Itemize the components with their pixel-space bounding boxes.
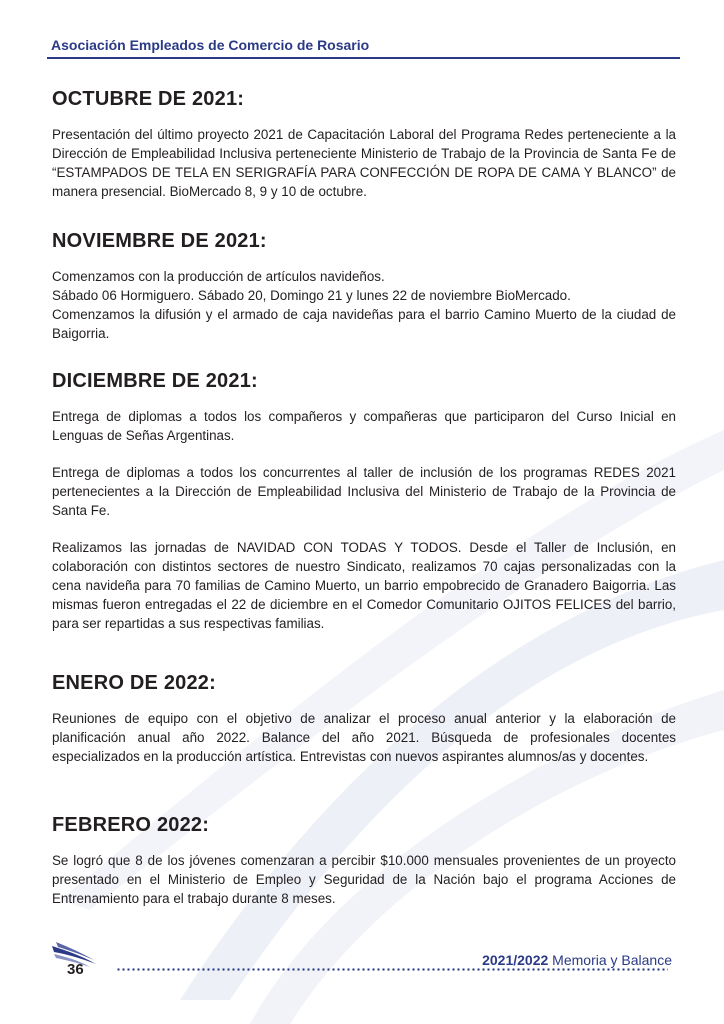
section-title: NOVIEMBRE DE 2021: bbox=[52, 230, 267, 252]
paragraph: Comenzamos la difusión y el armado de caja navideñas para el barrio Camino Muerto de la ciudad de Baigorria. bbox=[52, 307, 676, 341]
section-title: DICIEMBRE DE 2021: bbox=[52, 370, 258, 392]
section-noviembre-2021 bbox=[52, 230, 676, 343]
header-org-name: Asociación Empleados de Comercio de Rosario bbox=[51, 37, 370, 53]
header-divider bbox=[47, 57, 680, 59]
page-number: 36 bbox=[67, 961, 84, 978]
footer-title bbox=[482, 952, 672, 968]
section-octubre-2021 bbox=[52, 88, 676, 201]
paragraph: Entrega de diplomas a todos los compañeros y compañeras que participaron del Curso Inicial en Lenguas de Señas Argentinas. bbox=[52, 409, 676, 443]
paragraph: Se logró que 8 de los jóvenes comenzaran a percibir $10.000 mensuales provenientes de un proyecto presentado en el Ministerio de Empleo y Seguridad de la Nación bajo el programa Acciones de Entrenamiento para el trabajo durante 8 meses. bbox=[52, 853, 676, 906]
paragraph: Comenzamos con la producción de artículos navideños. bbox=[52, 269, 385, 284]
section-diciembre-2021 bbox=[52, 370, 676, 633]
paragraph: Reuniones de equipo con el objetivo de analizar el proceso anual anterior y la elaboración de planificación anual año 2022. Balance del año 2021. Búsqueda de profesionales docentes especializados en la producción artística. Entrevistas con nuevos aspirantes alumnos/as y docentes. bbox=[52, 711, 676, 764]
section-title: FEBRERO 2022: bbox=[52, 814, 210, 836]
paragraph: Realizamos las jornadas de NAVIDAD CON TODAS Y TODOS. Desde el Taller de Inclusión, en colaboración con distintos sectores de nuestro Sindicato, realizamos 70 cajas personalizadas con la cena navideña para 70 familias de Camino Muerto, un barrio empobrecido de Granadero Baigorria. Las mismas fueron entregadas el 22 de diciembre en el Comedor Comunitario OJITOS FELICES del barrio, para ser repartidas a sus respectivas familias. bbox=[52, 540, 676, 631]
paragraph: Presentación del último proyecto 2021 de Capacitación Laboral del Programa Redes perteneciente a la Dirección de Empleabilidad Inclusiva perteneciente Ministerio de Trabajo de la Provincia de Santa Fe de “ESTAMPADOS DE TELA EN SERIGRAFÍA PARA CONFECCIÓN DE ROPA DE CAMA Y BLANCO” de manera presencial. BioMercado 8, 9 y 10 de octubre. bbox=[52, 127, 676, 199]
section-enero-2022 bbox=[52, 672, 676, 766]
footer-years: 2021/2022 bbox=[482, 952, 549, 968]
footer-subtitle: Memoria y Balance bbox=[552, 952, 672, 968]
footer-dotted-line bbox=[116, 968, 668, 971]
section-febrero-2022 bbox=[52, 814, 676, 908]
paragraph: Entrega de diplomas a todos los concurrentes al taller de inclusión de los programas REDES 2021 pertenecientes a la Dirección de Empleabilidad Inclusiva del Ministerio de Trabajo de la Provincia de Santa Fe. bbox=[52, 465, 676, 518]
section-title: ENERO DE 2022: bbox=[52, 672, 216, 694]
section-title: OCTUBRE DE 2021: bbox=[52, 88, 245, 110]
paragraph: Sábado 06 Hormiguero. Sábado 20, Domingo 21 y lunes 22 de noviembre BioMercado. bbox=[52, 288, 571, 303]
